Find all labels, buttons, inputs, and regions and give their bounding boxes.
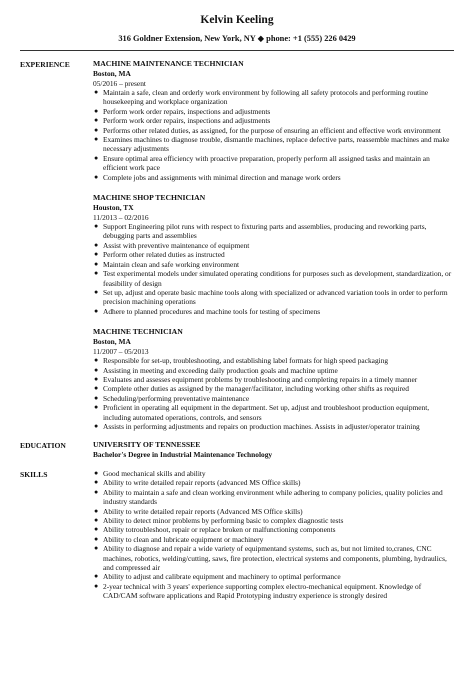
skill-item xyxy=(93,535,454,544)
bullet-icon: ● xyxy=(94,572,99,581)
skill-text: 2-year technical with 3 years' experience supporting complex electro-mechanical equipment. Knowledge of CAD/CAM software applications and Rapid Prototyping industry experience is strongly desired xyxy=(103,581,422,601)
bullet-icon: ● xyxy=(94,365,99,374)
job-bullet-text: Maintain a safe, clean and orderly work environment by following all safety protocols and performing routine housekeeping and workplace organization xyxy=(103,88,429,107)
skill-text: Ability to maintain a safe and clean working environment while adhering to company policies, quality policies and industry standards xyxy=(103,487,443,507)
bullet-icon: ● xyxy=(94,135,99,144)
bullet-icon: ● xyxy=(94,544,99,553)
bullet-icon: ● xyxy=(94,259,99,268)
bullet-icon: ● xyxy=(94,468,99,477)
job-location: Boston, MA xyxy=(93,337,131,347)
bullet-icon: ● xyxy=(94,374,99,383)
job-dates: 05/2016 – present xyxy=(93,78,146,88)
bullet-icon: ● xyxy=(94,250,99,259)
header-divider xyxy=(20,50,454,51)
job-title: MACHINE SHOP TECHNICIAN xyxy=(93,193,206,203)
job-bullet-text: Examines machines to diagnose trouble, dismantle machines, replace defective parts, reassemble machines and make necessary adjustments xyxy=(103,135,450,154)
skills-label: SKILLS xyxy=(20,469,48,479)
bullet-icon: ● xyxy=(94,356,99,365)
job-bullet-text: Assist with preventive maintenance of equipment xyxy=(103,240,250,250)
skills-list xyxy=(93,469,454,601)
education-body xyxy=(93,440,454,460)
job-bullet-text: Perform other related duties as instructed xyxy=(103,250,225,260)
job-bullet xyxy=(93,422,454,431)
bullet-icon: ● xyxy=(94,384,99,393)
bullet-icon: ● xyxy=(94,478,99,487)
bullet-icon: ● xyxy=(94,393,99,402)
education-label: EDUCATION xyxy=(20,441,66,451)
job-title: MACHINE MAINTENANCE TECHNICIAN xyxy=(93,59,244,68)
skill-item xyxy=(93,525,454,534)
job-bullet-text: Proficient in operating all equipment in the department. Set up, adjust and troubleshoot production equipment, including automated operations, controls, and sensors xyxy=(103,403,430,422)
skill-text: Ability to diagnose and repair a wide variety of equipmentand systems, such as, but not limited to,cranes, CNC machines, robotics, welding/cutting, saws, fire protection, electrical systems and components, plumbing, hydraulics, and compressed air xyxy=(103,544,447,572)
job-bullet xyxy=(93,375,454,384)
job-bullet-list xyxy=(93,356,454,431)
job-bullet xyxy=(93,288,454,307)
bullet-icon: ● xyxy=(94,116,99,125)
skill-text: Ability to write detailed repair reports (Advanced MS Office skills) xyxy=(103,506,303,516)
skill-text: Ability totroubleshoot, repair or replace broken or malfunctioning components xyxy=(103,525,336,535)
job-bullet-text: Perform work order repairs, inspections and adjustments xyxy=(103,106,271,116)
bullet-icon: ● xyxy=(94,506,99,515)
job-bullet xyxy=(93,356,454,365)
job-location: Houston, TX xyxy=(93,203,134,213)
job-bullet xyxy=(93,250,454,259)
experience-section xyxy=(20,59,454,431)
job-bullet xyxy=(93,116,454,125)
skill-item xyxy=(93,544,454,572)
bullet-icon: ● xyxy=(94,88,99,96)
skill-item xyxy=(93,516,454,525)
bullet-icon: ● xyxy=(94,172,99,181)
bullet-icon: ● xyxy=(94,106,99,115)
job-dates: 11/2007 – 05/2013 xyxy=(93,346,149,356)
skill-text: Ability to detect minor problems by performing basic to complex diagnostic tests xyxy=(103,515,344,525)
job-dates: 11/2013 – 02/2016 xyxy=(93,212,149,222)
bullet-icon: ● xyxy=(94,240,99,249)
job-bullet xyxy=(93,241,454,250)
skill-text: Ability to write detailed repair reports (advanced MS Office skills) xyxy=(103,478,301,488)
job-title: MACHINE TECHNICIAN xyxy=(93,327,183,337)
job-bullet xyxy=(93,260,454,269)
job-bullet-text: Perform work order repairs, inspections and adjustments xyxy=(103,116,271,126)
bullet-icon: ● xyxy=(94,421,99,430)
education-school: UNIVERSITY OF TENNESSEE xyxy=(93,440,201,450)
job-bullet-text: Assisting in meeting and exceeding daily production goals and machine uptime xyxy=(103,365,338,375)
job-bullet-text: Set up, adjust and operate basic machine tools along with specialized or advanced variation tools in order to perform precision machining operations xyxy=(103,287,448,307)
education-degree: Bachelor's Degree in Industrial Maintenance Technology xyxy=(93,450,273,460)
skill-item xyxy=(93,507,454,516)
bullet-icon: ● xyxy=(94,153,99,162)
job-bullet xyxy=(93,88,454,107)
job-bullet xyxy=(93,222,454,241)
skill-text: Ability to clean and lubricate equipment or machinery xyxy=(103,534,264,544)
education-section xyxy=(20,440,454,460)
bullet-icon: ● xyxy=(94,287,99,296)
skill-item xyxy=(93,488,454,507)
job-bullet xyxy=(93,394,454,403)
job-bullet xyxy=(93,173,454,182)
bullet-icon: ● xyxy=(94,403,99,412)
skill-item xyxy=(93,469,454,478)
job-bullet xyxy=(93,269,454,288)
job-bullet-text: Assists in performing adjustments and repairs on production machines. Assists in adjuster/operator training xyxy=(103,421,420,431)
bullet-icon: ● xyxy=(94,515,99,524)
job-bullet-list xyxy=(93,222,454,316)
job-bullet xyxy=(93,384,454,393)
job-bullet xyxy=(93,135,454,154)
skill-item xyxy=(93,582,454,601)
experience-list xyxy=(93,59,454,431)
skill-item xyxy=(93,478,454,487)
job-bullet xyxy=(93,307,454,316)
skills-body xyxy=(93,469,454,601)
job-bullet-text: Responsible for set-up, troubleshooting, and establishing label formats for high speed packaging xyxy=(103,356,389,366)
job-bullet-text: Maintain clean and safe working environment xyxy=(103,259,240,269)
job-bullet xyxy=(93,366,454,375)
job-bullet-text: Performs other related duties, as assigned, for the purpose of ensuring an efficient and effective work environment xyxy=(103,125,441,135)
job-location: Boston, MA xyxy=(93,69,131,78)
bullet-icon: ● xyxy=(94,269,99,278)
job-bullet-text: Complete other duties as assigned by the manager/facilitator, including working other shifts as required xyxy=(103,384,409,394)
skill-item xyxy=(93,572,454,581)
job-bullet-text: Support Engineering pilot runs with respect to fixturing parts and assemblies, producing and reworking parts, debugging parts and assemblies xyxy=(103,222,427,241)
experience-label: EXPERIENCE xyxy=(20,60,70,69)
job-bullet-text: Adhere to planned procedures and machine tools for testing of specimens xyxy=(103,306,321,316)
job-bullet-text: Complete jobs and assignments with minimal direction and manage work orders xyxy=(103,172,341,182)
job-entry xyxy=(93,327,454,431)
job-bullet-text: Test experimental models under simulated operating conditions for purposes such as development, standardization, or feasibility of design xyxy=(103,269,452,288)
bullet-icon: ● xyxy=(94,534,99,543)
bullet-icon: ● xyxy=(94,487,99,496)
job-bullet-text: Scheduling/performing preventative maintenance xyxy=(103,393,250,403)
job-bullet-list xyxy=(93,88,454,182)
bullet-icon: ● xyxy=(94,581,99,590)
job-bullet xyxy=(93,403,454,422)
skill-text: Good mechanical skills and ability xyxy=(103,468,206,478)
job-entry xyxy=(93,59,454,182)
job-bullet xyxy=(93,126,454,135)
skills-section xyxy=(20,469,454,601)
bullet-icon: ● xyxy=(94,222,99,231)
job-bullet xyxy=(93,154,454,173)
job-bullet xyxy=(93,107,454,116)
job-bullet-text: Evaluates and assesses equipment problems by troubleshooting and completing repairs in a timely manner xyxy=(103,374,418,384)
contact-line: 316 Goldner Extension, New York, NY ◆ phone: +1 (555) 226 0429 xyxy=(118,34,356,43)
candidate-name: Kelvin Keeling xyxy=(200,14,274,26)
bullet-icon: ● xyxy=(94,125,99,134)
job-entry xyxy=(93,193,454,316)
job-bullet-text: Ensure optimal area efficiency with proactive preparation, properly perform all assigned tasks and maintain an efficient work pace xyxy=(103,153,430,173)
skill-text: Ability to adjust and calibrate equipment and machinery to optimal performance xyxy=(103,572,341,582)
bullet-icon: ● xyxy=(94,525,99,534)
bullet-icon: ● xyxy=(94,306,99,315)
